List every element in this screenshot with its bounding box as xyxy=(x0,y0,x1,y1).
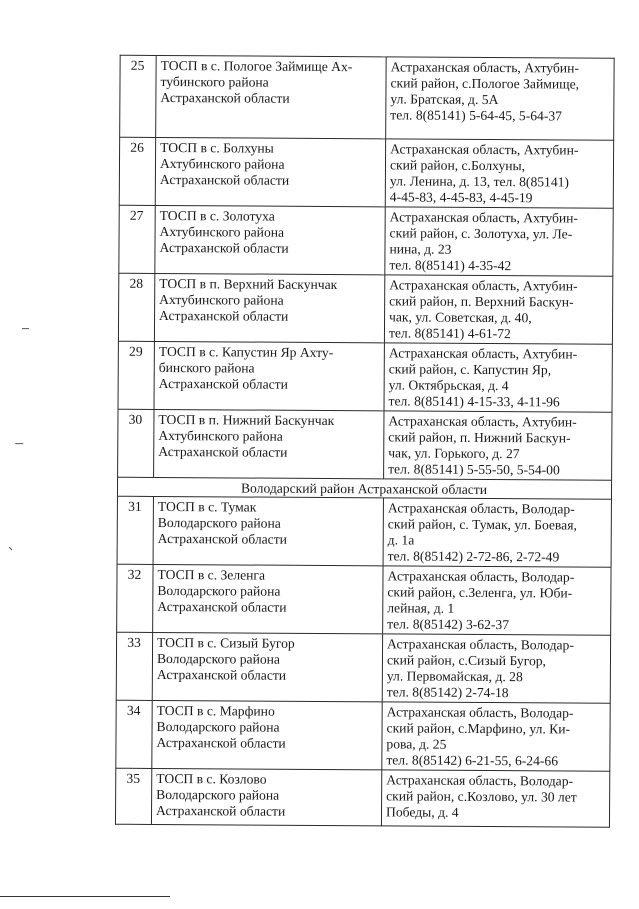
office-address-cell: Астраханская область, Ахтубин- ский район, п. Нижний Баскун- чак, ул. Горького, д. 27 тел. 8(85141) 5-55-50, 5-54-00 xyxy=(384,411,612,480)
scan-mark xyxy=(15,443,23,444)
table-row xyxy=(119,137,613,208)
row-number-cell: 29 xyxy=(118,341,154,409)
section-title: Володарский район Астраханской области xyxy=(117,477,611,499)
table-row xyxy=(118,273,612,344)
offices-table-body xyxy=(115,55,614,827)
office-name-cell: ТОСП в п. Нижний Баскунчак Ахтубинского района Астраханской области xyxy=(154,409,384,478)
office-address-cell: Астраханская область, Ахтубин- ский район, с.Болхуны, ул. Ленина, д. 13, тел. 8(85141) 4-45-83, 4-45-83, 4-45-19 xyxy=(385,139,613,208)
office-name-cell: ТОСП в с. Болхуны Ахтубинского района Астраханской области xyxy=(155,137,385,206)
table-row xyxy=(117,496,611,567)
office-address-cell: Астраханская область, Володар- ский район, с. Тумак, ул. Боевая, д. 1а тел. 8(85142) 2-72-86, 2-72-49 xyxy=(383,498,611,567)
row-number-cell: 32 xyxy=(117,564,153,632)
table-row xyxy=(120,55,614,140)
row-number-cell: 30 xyxy=(118,409,154,477)
table-row xyxy=(115,768,609,827)
table-row xyxy=(116,700,610,771)
office-name-cell: ТОСП в с. Марфино Володарского района Астраханской области xyxy=(152,700,382,769)
row-number-cell: 35 xyxy=(115,768,151,824)
office-address-cell: Астраханская область, Ахтубин- ский район, п. Верхний Баскун- чак, ул. Советская, д. 40, тел. 8(85141) 4-61-72 xyxy=(384,275,612,344)
bottom-rule xyxy=(0,896,170,897)
office-address-cell: Астраханская область, Володар- ский район, с.Козлово, ул. 30 лет Победы, д. 4 xyxy=(381,770,609,827)
scan-mark xyxy=(9,547,13,551)
office-address-cell: Астраханская область, Володар- ский район, с.Зеленга, ул. Юби- лейная, д. 1 тел. 8(85142) 3-62-37 xyxy=(383,566,611,635)
office-name-cell: ТОСП в с. Капустин Яр Ахту- бинского района Астраханской области xyxy=(154,341,384,410)
office-name-cell: ТОСП в п. Верхний Баскунчак Ахтубинского района Астраханской области xyxy=(154,273,384,342)
office-address-cell: Астраханская область, Ахтубин- ский район, с. Капустин Яр, ул. Октябрьская, д. 4 тел. 8(85141) 4-15-33, 4-11-96 xyxy=(384,343,612,412)
office-name-cell: ТОСП в с. Тумак Володарского района Астраханской области xyxy=(153,496,383,565)
offices-table xyxy=(115,55,615,828)
office-name-cell: ТОСП в с. Золотуха Ахтубинского района Астраханской области xyxy=(155,205,385,274)
table-row xyxy=(118,341,612,412)
office-address-cell: Астраханская область, Ахтубин- ский район, с.Пологое Займище, ул. Братская, д. 5А тел. 8(85141) 5-64-45, 5-64-37 xyxy=(386,57,614,140)
office-name-cell: ТОСП в с. Козлово Володарского района Астраханской области xyxy=(151,768,381,825)
table-row xyxy=(118,409,612,480)
office-name-cell: ТОСП в с. Сизый Бугор Володарского района Астраханской области xyxy=(152,632,382,701)
office-address-cell: Астраханская область, Ахтубин- ский район, с. Золотуха, ул. Ле- нина, д. 23 тел. 8(85141) 4-35-42 xyxy=(385,207,613,276)
row-number-cell: 25 xyxy=(120,55,157,137)
scan-mark xyxy=(22,328,29,329)
office-address-cell: Астраханская область, Володар- ский район, с.Сизый Бугор, ул. Первомайская, д. 28 тел. 8(85142) 2-74-18 xyxy=(382,634,610,703)
office-name-cell: ТОСП в с. Пологое Займище Ах- тубинского района Астраханской области xyxy=(156,55,386,138)
table-row xyxy=(117,564,611,635)
row-number-cell: 26 xyxy=(119,137,155,205)
table-row xyxy=(116,632,610,703)
row-number-cell: 31 xyxy=(117,496,153,564)
row-number-cell: 27 xyxy=(119,205,155,273)
row-number-cell: 28 xyxy=(118,273,154,341)
office-address-cell: Астраханская область, Володар- ский район, с.Марфино, ул. Ки- рова, д. 25 тел. 8(85142) 6-21-55, 6-24-66 xyxy=(382,702,610,771)
table-row xyxy=(119,205,613,276)
office-name-cell: ТОСП в с. Зеленга Володарского района Астраханской области xyxy=(153,564,383,633)
row-number-cell: 34 xyxy=(116,700,152,768)
row-number-cell: 33 xyxy=(116,632,152,700)
